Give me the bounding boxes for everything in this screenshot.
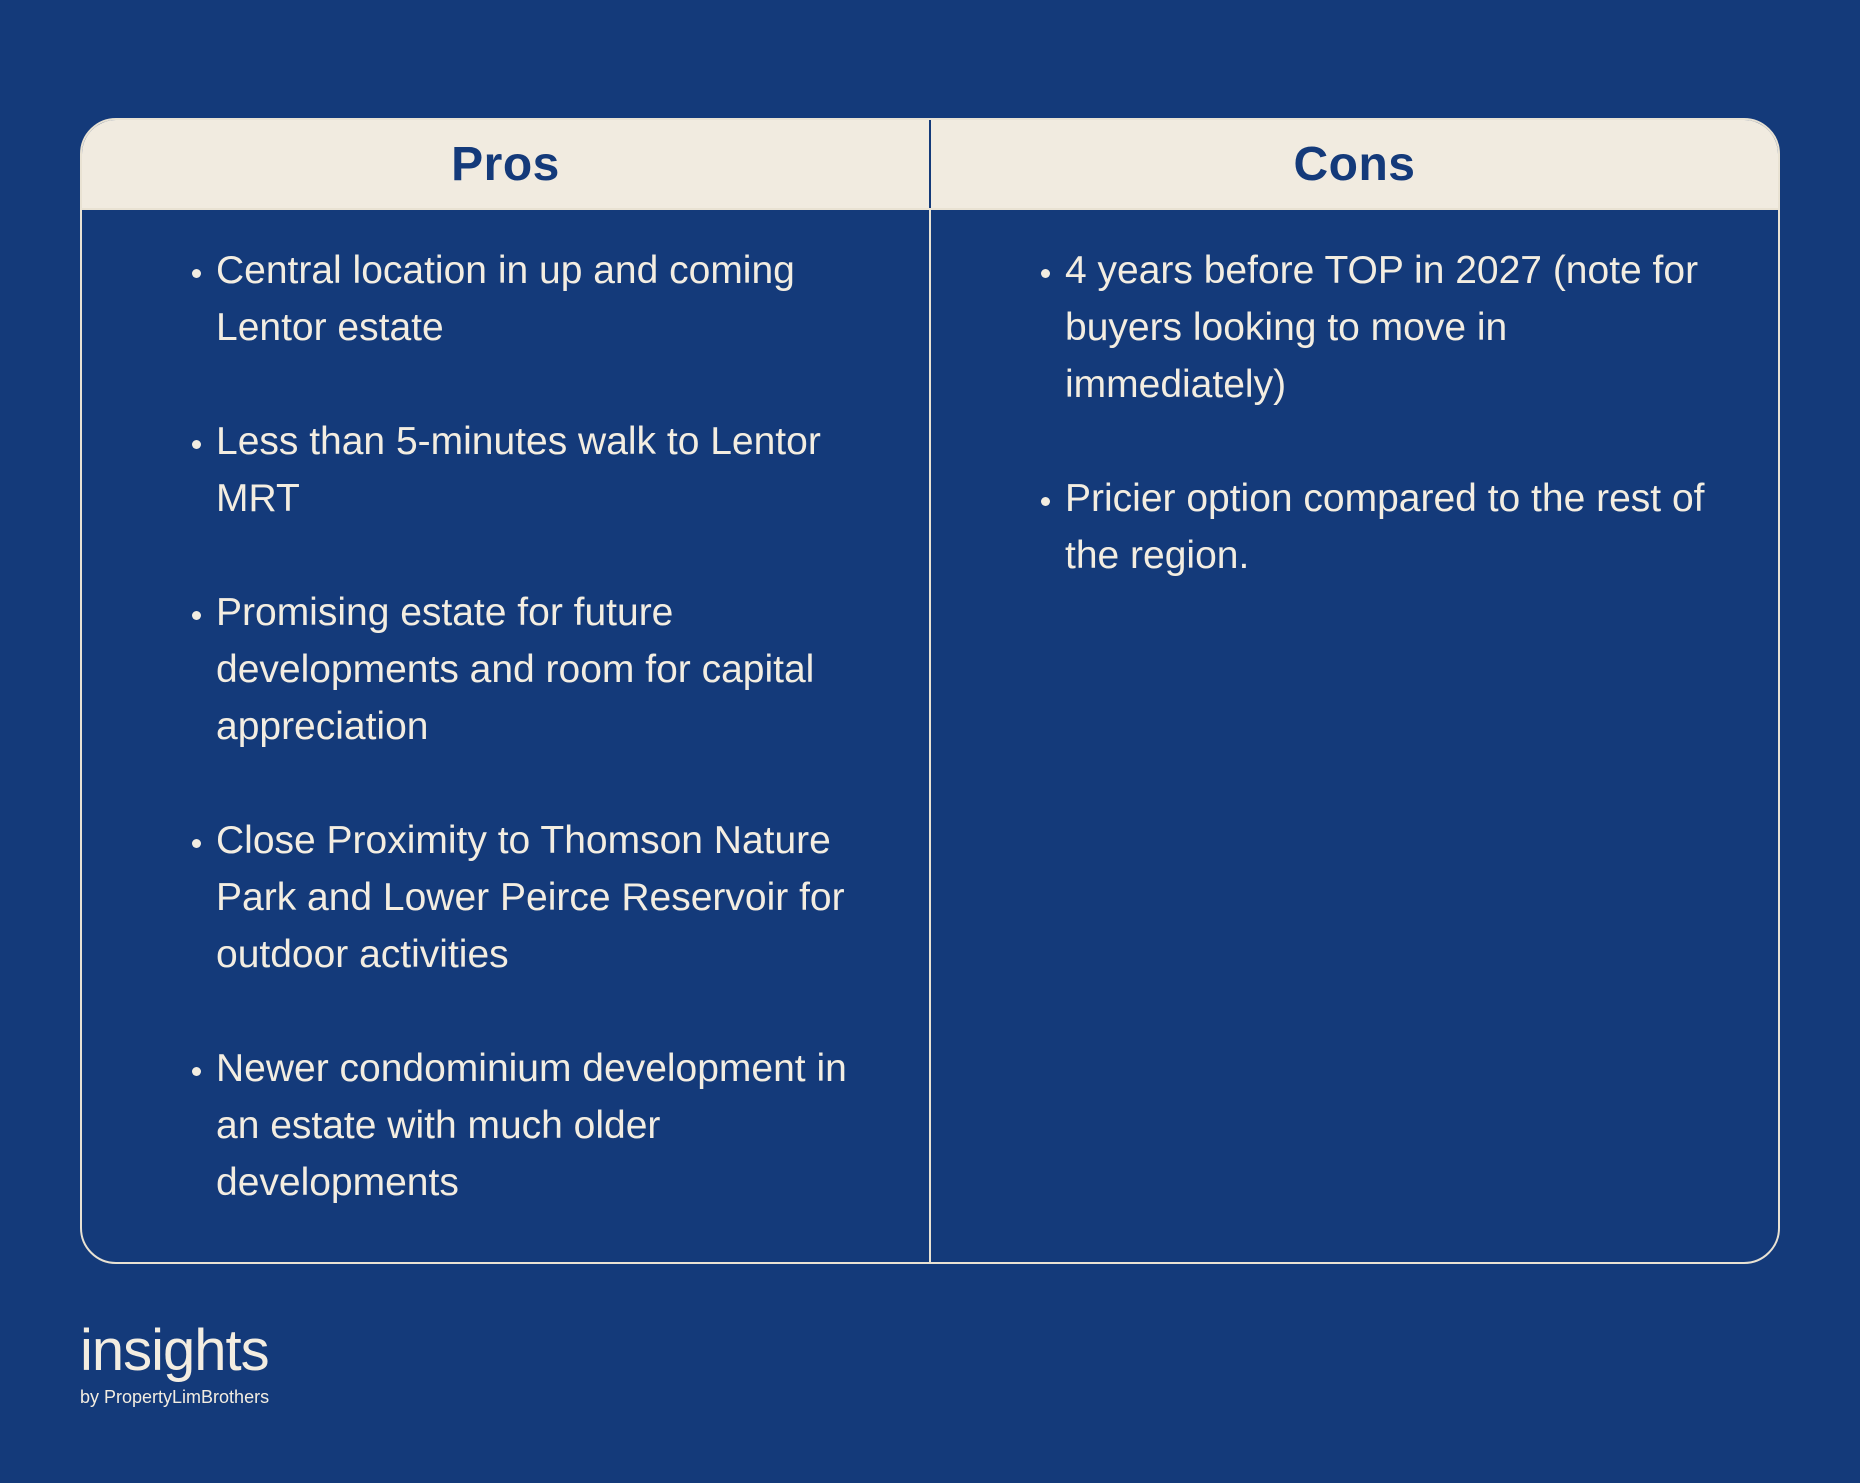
cons-item: 4 years before TOP in 2027 (note for buyers looking to move in immediately) xyxy=(1039,242,1738,413)
logo-byline: by PropertyLimBrothers xyxy=(80,1387,270,1407)
brand-logo xyxy=(80,1318,270,1408)
pros-item: Less than 5-minutes walk to Lentor MRT xyxy=(190,413,889,527)
pros-column xyxy=(82,210,929,1262)
logo-wordmark: insights xyxy=(80,1318,269,1383)
cons-heading: Cons xyxy=(929,120,1778,208)
cons-column xyxy=(929,210,1778,1262)
pros-list xyxy=(190,242,889,1264)
pros-item: Central location in up and coming Lentor estate xyxy=(190,242,889,356)
pros-heading: Pros xyxy=(451,137,560,191)
pros-item: Close Proximity to Thomson Nature Park and Lower Peirce Reservoir for outdoor activities xyxy=(190,812,889,983)
table-body xyxy=(82,210,1778,1262)
pros-item: Newer condominium development in an estate with much older developments xyxy=(190,1040,889,1211)
pros-cons-table xyxy=(80,118,1780,1264)
pros-item: Promising estate for future developments and room for capital appreciation xyxy=(190,584,889,755)
table-header xyxy=(82,120,1778,210)
cons-list xyxy=(1039,242,1738,641)
cons-item: Pricier option compared to the rest of the region. xyxy=(1039,470,1738,584)
